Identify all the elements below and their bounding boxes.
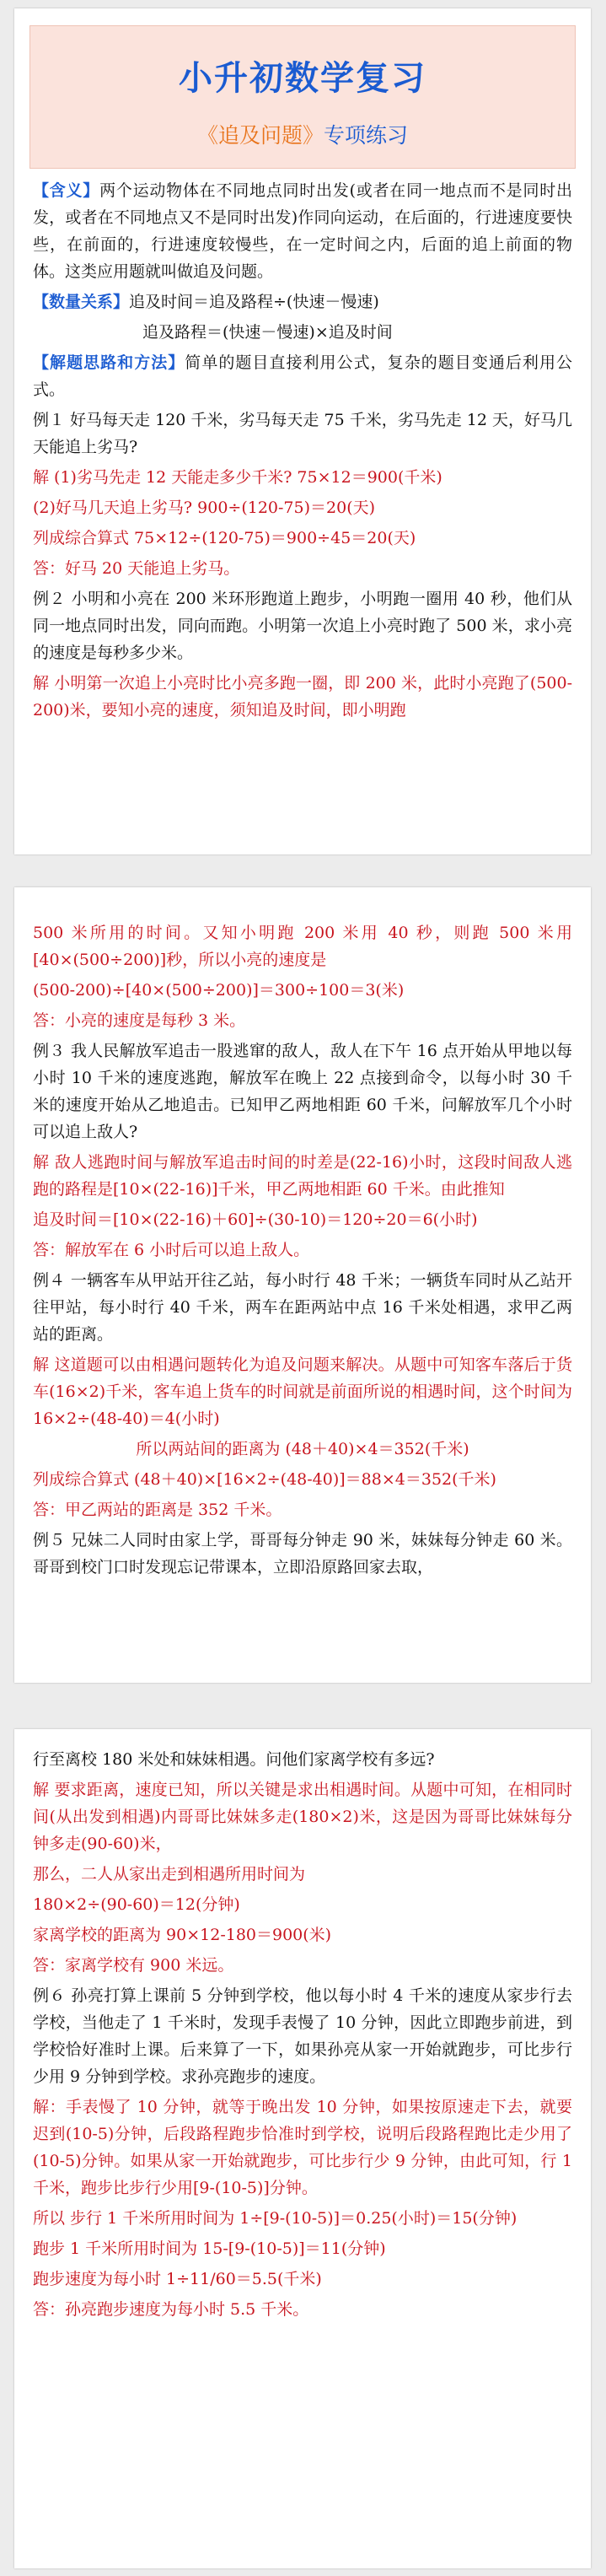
page-title: 小升初数学复习 [179, 59, 426, 98]
example-2-step-1: 解 小明第一次追上小亮时比小亮多跑一圈，即 200 米，此时小亮跑了(500-200)米，要知小亮的速度，须知追及时间，即小明跑 [33, 674, 572, 719]
example-3-answer: 答：解放军在 6 小时后可以追上敌人。 [33, 1241, 310, 1259]
definition-tag: 【含义】 [33, 181, 100, 200]
method-paragraph [33, 349, 572, 403]
example-4-step-1: 解 这道题可以由相遇问题转化为追及问题来解决。从题中可知客车落后于货车(16×2)千米，客车追上货车的时间就是前面所说的相遇时间，这个时间为 16×2÷(48-40)＝4(小时) [33, 1355, 572, 1428]
example-6-step-3: 跑步 1 千米所用时间为 15-[9-(10-5)]＝11(分钟) [33, 2239, 386, 2258]
example-6-step-4: 跑步速度为每小时 1÷11/60＝5.5(千米) [33, 2270, 322, 2288]
example-4-step-2: 所以两站间的距离为 (48＋40)×4＝352(千米) [136, 1440, 469, 1458]
example-3-step-1: 解 敌人逃跑时间与解放军追击时间的时差是(22-16)小时，这段时间敌人逃跑的路程是[10×(22-16)]千米，甲乙两地相距 60 千米。由此推知 [33, 1153, 572, 1199]
subtitle-topic: 《追及问题》 [196, 123, 324, 148]
relation-formula-2: 追及路程＝(快速－慢速)×追及时间 [142, 323, 393, 342]
example-5-question-part-2: 行至离校 180 米处和妹妹相遇。问他们家离学校有多远? [33, 1750, 435, 1769]
method-text: 简单的题目直接利用公式，复杂的题目变通后利用公式。 [33, 353, 572, 399]
page-1-content [33, 177, 572, 727]
example-1-step-3: 列成综合算式 75×12÷(120-75)＝900÷45＝20(天) [33, 529, 416, 547]
document-page-2 [14, 887, 591, 1683]
example-5-question-part-1: 例５ 兄妹二人同时由家上学，哥哥每分钟走 90 米，妹妹每分钟走 60 米。哥哥到校门口时发现忘记带课本，立即沿原路回家去取， [33, 1531, 572, 1576]
example-2-answer: 答：小亮的速度是每秒 3 米。 [33, 1011, 246, 1030]
example-3-step-2: 追及时间＝[10×(22-16)＋60]÷(30-10)＝120÷20＝6(小时) [33, 1210, 478, 1229]
method-tag: 【解题思路和方法】 [33, 353, 185, 372]
relation-paragraph [33, 288, 572, 315]
definition-paragraph [33, 177, 572, 285]
example-1-step-1: 解 (1)劣马先走 12 天能走多少千米? 75×12＝900(千米) [33, 468, 442, 487]
subtitle-suffix: 专项练习 [324, 123, 409, 148]
example-4-answer: 答：甲乙两站的距离是 352 千米。 [33, 1501, 282, 1519]
page-subtitle [30, 119, 575, 149]
example-2-step-2: 500 米所用的时间。又知小明跑 200 米用 40 秒，则跑 500 米用[40×(500÷200)]秒，所以小亮的速度是 [33, 924, 572, 969]
title-banner [29, 25, 576, 169]
example-4-step-3: 列成综合算式 (48＋40)×[16×2÷(48-40)]＝88×4＝352(千米) [33, 1470, 496, 1489]
example-6-question: 例６ 孙亮打算上课前 5 分钟到学校，他以每小时 4 千米的速度从家步行去学校，当他走了 1 千米时，发现手表慢了 10 分钟，因此立即跑步前进，到学校恰好准时上课。后来算了一下，如果孙亮从家一开始就跑步，可比步行少用 9 分钟到学校。求孙亮跑步的速度。 [33, 1986, 572, 2086]
document-page-1 [14, 8, 591, 854]
example-4-question: 例４ 一辆客车从甲站开往乙站，每小时行 48 千米；一辆货车同时从乙站开往甲站，每小时行 40 千米，两车在距两站中点 16 千米处相遇，求甲乙两站的距离。 [33, 1271, 572, 1344]
example-5-step-3: 180×2÷(90-60)＝12(分钟) [33, 1895, 240, 1914]
example-5-step-2: 那么，二人从家出走到相遇所用时间为 [33, 1865, 306, 1883]
example-1-answer: 答：好马 20 天能追上劣马。 [33, 559, 240, 578]
page-3-content [33, 1746, 572, 2326]
example-6-step-2: 所以 步行 1 千米所用时间为 1÷[9-(10-5)]＝0.25(小时)＝15(分钟) [33, 2209, 518, 2228]
example-5-step-4: 家离学校的距离为 90×12-180＝900(米) [33, 1926, 332, 1944]
example-2-question: 例２ 小明和小亮在 200 米环形跑道上跑步，小明跑一圈用 40 秒，他们从同一地点同时出发，同向而跑。小明第一次追上小亮时跑了 500 米，求小亮的速度是每秒多少米。 [33, 590, 572, 662]
document-page-3 [14, 1729, 591, 2568]
example-1-step-2: (2)好马几天追上劣马? 900÷(120-75)＝20(天) [33, 498, 376, 517]
relation-formula-1: 追及时间＝追及路程÷(快速－慢速) [129, 293, 379, 311]
relation-tag: 【数量关系】 [33, 293, 130, 311]
page-2-content [33, 919, 572, 1584]
definition-text: 两个运动物体在不同地点同时出发(或者在同一地点而不是同时出发，或者在不同地点又不是同时出发)作同向运动，在后面的，行进速度要快些，在前面的，行进速度较慢些，在一定时间之内，后面的追上前面的物体。这类应用题就叫做追及问题。 [33, 181, 572, 281]
example-6-step-1: 解：手表慢了 10 分钟，就等于晚出发 10 分钟，如果按原速走下去，就要迟到(10-5)分钟，后段路程跑步恰准时到学校，说明后段路程跑比走少用了(10-5)分钟。如果从家一开始就跑步，可比步行少 9 分钟，由此可知，行 1 千米，跑步比步行少用[9-(10-5)]分钟。 [33, 2098, 572, 2197]
example-3-question: 例３ 我人民解放军追击一股逃窜的敌人，敌人在下午 16 点开始从甲地以每小时 10 千米的速度逃跑，解放军在晚上 22 点接到命令，以每小时 30 千米的速度开始从乙地追击。已知甲乙两地相距 60 千米，问解放军几个小时可以追上敌人? [33, 1042, 572, 1141]
example-2-step-3: (500-200)÷[40×(500÷200)]＝300÷100＝3(米) [33, 981, 405, 1000]
example-1-question: 例１ 好马每天走 120 千米，劣马每天走 75 千米，劣马先走 12 天，好马几天能追上劣马? [33, 411, 572, 456]
example-5-step-1: 解 要求距离，速度已知，所以关键是求出相遇时间。从题中可知，在相同时间(从出发到相遇)内哥哥比妹妹多走(180×2)米，这是因为哥哥比妹妹每分钟多走(90-60)米， [33, 1781, 572, 1853]
example-6-answer: 答：孙亮跑步速度为每小时 5.5 千米。 [33, 2300, 309, 2319]
example-5-answer: 答：家离学校有 900 米远。 [33, 1956, 234, 1975]
